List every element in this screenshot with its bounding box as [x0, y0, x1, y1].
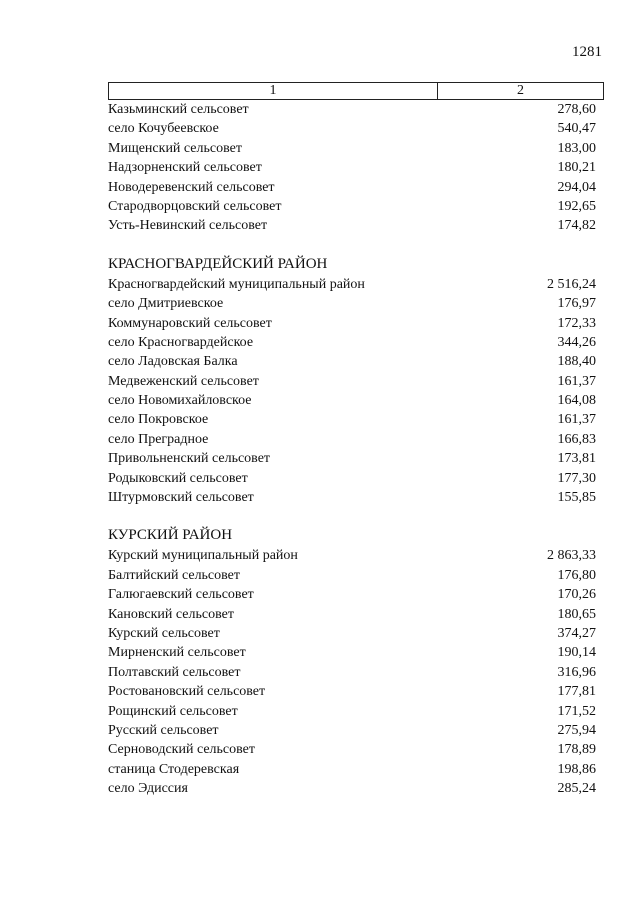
document-table: [108, 82, 604, 799]
table-row: [108, 469, 604, 488]
row-value: 316,96: [557, 664, 596, 680]
table-row: [108, 605, 604, 624]
table-row: [108, 488, 604, 507]
row-value: 177,81: [557, 684, 596, 700]
table-row: [108, 740, 604, 759]
row-name: Мищенский сельсовет: [108, 140, 242, 156]
row-name: Курский сельсовет: [108, 625, 220, 641]
row-name: Рощинский сельсовет: [108, 703, 238, 719]
row-value: 174,82: [557, 218, 596, 234]
row-name: село Эдиссия: [108, 781, 188, 797]
row-value: 171,52: [557, 703, 596, 719]
row-name: Курский муниципальный район: [108, 548, 298, 564]
table-row: [108, 779, 604, 798]
header-col-1: 1: [109, 83, 438, 99]
table-row: [108, 314, 604, 333]
row-name: станица Стодеревская: [108, 761, 240, 777]
table-row: [108, 566, 604, 585]
table-row: [108, 100, 604, 119]
row-name: Галюгаевский сельсовет: [108, 587, 254, 603]
section2-rows: [108, 546, 604, 798]
row-name: Медвеженский сельсовет: [108, 373, 259, 389]
row-value: 198,86: [557, 761, 596, 777]
row-name: Надзорненский сельсовет: [108, 160, 262, 176]
table-row: [108, 643, 604, 662]
row-name: Кановский сельсовет: [108, 606, 234, 622]
table-row: [108, 624, 604, 643]
table-row: [108, 546, 604, 565]
row-value: 192,65: [557, 198, 596, 214]
section-title-kursky: КУРСКИЙ РАЙОН: [108, 527, 233, 544]
table-row: [108, 178, 604, 197]
table-row: [108, 119, 604, 138]
row-value: 2 516,24: [547, 276, 596, 292]
table-row: [108, 585, 604, 604]
table-row: [108, 216, 604, 235]
row-value: 177,30: [557, 470, 596, 486]
table-row: [108, 721, 604, 740]
table-header: [108, 82, 604, 100]
row-name: село Покровское: [108, 412, 209, 428]
table-row: [108, 682, 604, 701]
row-name: Красногвардейский муниципальный район: [108, 276, 365, 292]
row-name: Усть-Невинский сельсовет: [108, 218, 268, 234]
row-value: 344,26: [557, 334, 596, 350]
top-rows: [108, 100, 604, 236]
section-title-krasnogvardeysky: КРАСНОГВАРДЕЙСКИЙ РАЙОН: [108, 255, 328, 272]
row-name: Полтавский сельсовет: [108, 664, 241, 680]
table-row: [108, 275, 604, 294]
row-value: 275,94: [557, 722, 596, 738]
table-row: [108, 352, 604, 371]
row-name: Родыковский сельсовет: [108, 470, 248, 486]
table-row: [108, 410, 604, 429]
table-row: [108, 139, 604, 158]
row-value: 190,14: [557, 645, 596, 661]
table-row: [108, 333, 604, 352]
row-value: 170,26: [557, 587, 596, 603]
table-row: [108, 663, 604, 682]
row-value: 173,81: [557, 451, 596, 467]
row-value: 161,37: [557, 373, 596, 389]
table-row: [108, 391, 604, 410]
row-name: село Кочубеевское: [108, 121, 219, 137]
row-name: Мирненский сельсовет: [108, 645, 246, 661]
row-value: 180,65: [557, 606, 596, 622]
row-value: 183,00: [557, 140, 596, 156]
section1-rows: [108, 275, 604, 508]
row-value: 172,33: [557, 315, 596, 331]
table-row: [108, 449, 604, 468]
header-col-2: 2: [517, 83, 524, 98]
table-row: [108, 430, 604, 449]
row-name: село Новомихайловское: [108, 393, 252, 409]
row-name: село Красногвардейское: [108, 334, 254, 350]
row-value: 374,27: [557, 625, 596, 641]
table-row: [108, 372, 604, 391]
table-row: [108, 702, 604, 721]
row-name: Штурмовский сельсовет: [108, 490, 254, 506]
table-row: [108, 197, 604, 216]
row-value: 278,60: [557, 102, 596, 117]
row-value: 161,37: [557, 412, 596, 428]
row-name: Серноводский сельсовет: [108, 742, 255, 758]
row-name: Привольненский сельсовет: [108, 451, 271, 467]
row-name: Ростовановский сельсовет: [108, 684, 266, 700]
row-name: Русский сельсовет: [108, 722, 219, 738]
row-value: 164,08: [557, 393, 596, 409]
row-value: 188,40: [557, 354, 596, 370]
row-name: Стародворцовский сельсовет: [108, 198, 282, 214]
row-name: Коммунаровский сельсовет: [108, 315, 272, 331]
row-name: село Преградное: [108, 431, 209, 447]
row-name: Балтийский сельсовет: [108, 567, 241, 583]
table-row: [108, 158, 604, 177]
row-value: 176,97: [557, 296, 596, 312]
page-number: 1281: [572, 44, 602, 60]
row-name: Казьминский сельсовет: [108, 102, 249, 117]
row-value: 178,89: [557, 742, 596, 758]
row-value: 166,83: [557, 431, 596, 447]
row-value: 540,47: [557, 121, 596, 137]
row-name: село Дмитриевское: [108, 296, 224, 312]
row-value: 180,21: [557, 160, 596, 176]
row-name: село Ладовская Балка: [108, 354, 238, 370]
row-value: 2 863,33: [547, 548, 596, 564]
row-name: Новодеревенский сельсовет: [108, 179, 275, 195]
row-value: 176,80: [557, 567, 596, 583]
row-value: 294,04: [557, 179, 596, 195]
table-row: [108, 760, 604, 779]
row-value: 155,85: [557, 490, 596, 506]
row-value: 285,24: [557, 781, 596, 797]
table-row: [108, 294, 604, 313]
